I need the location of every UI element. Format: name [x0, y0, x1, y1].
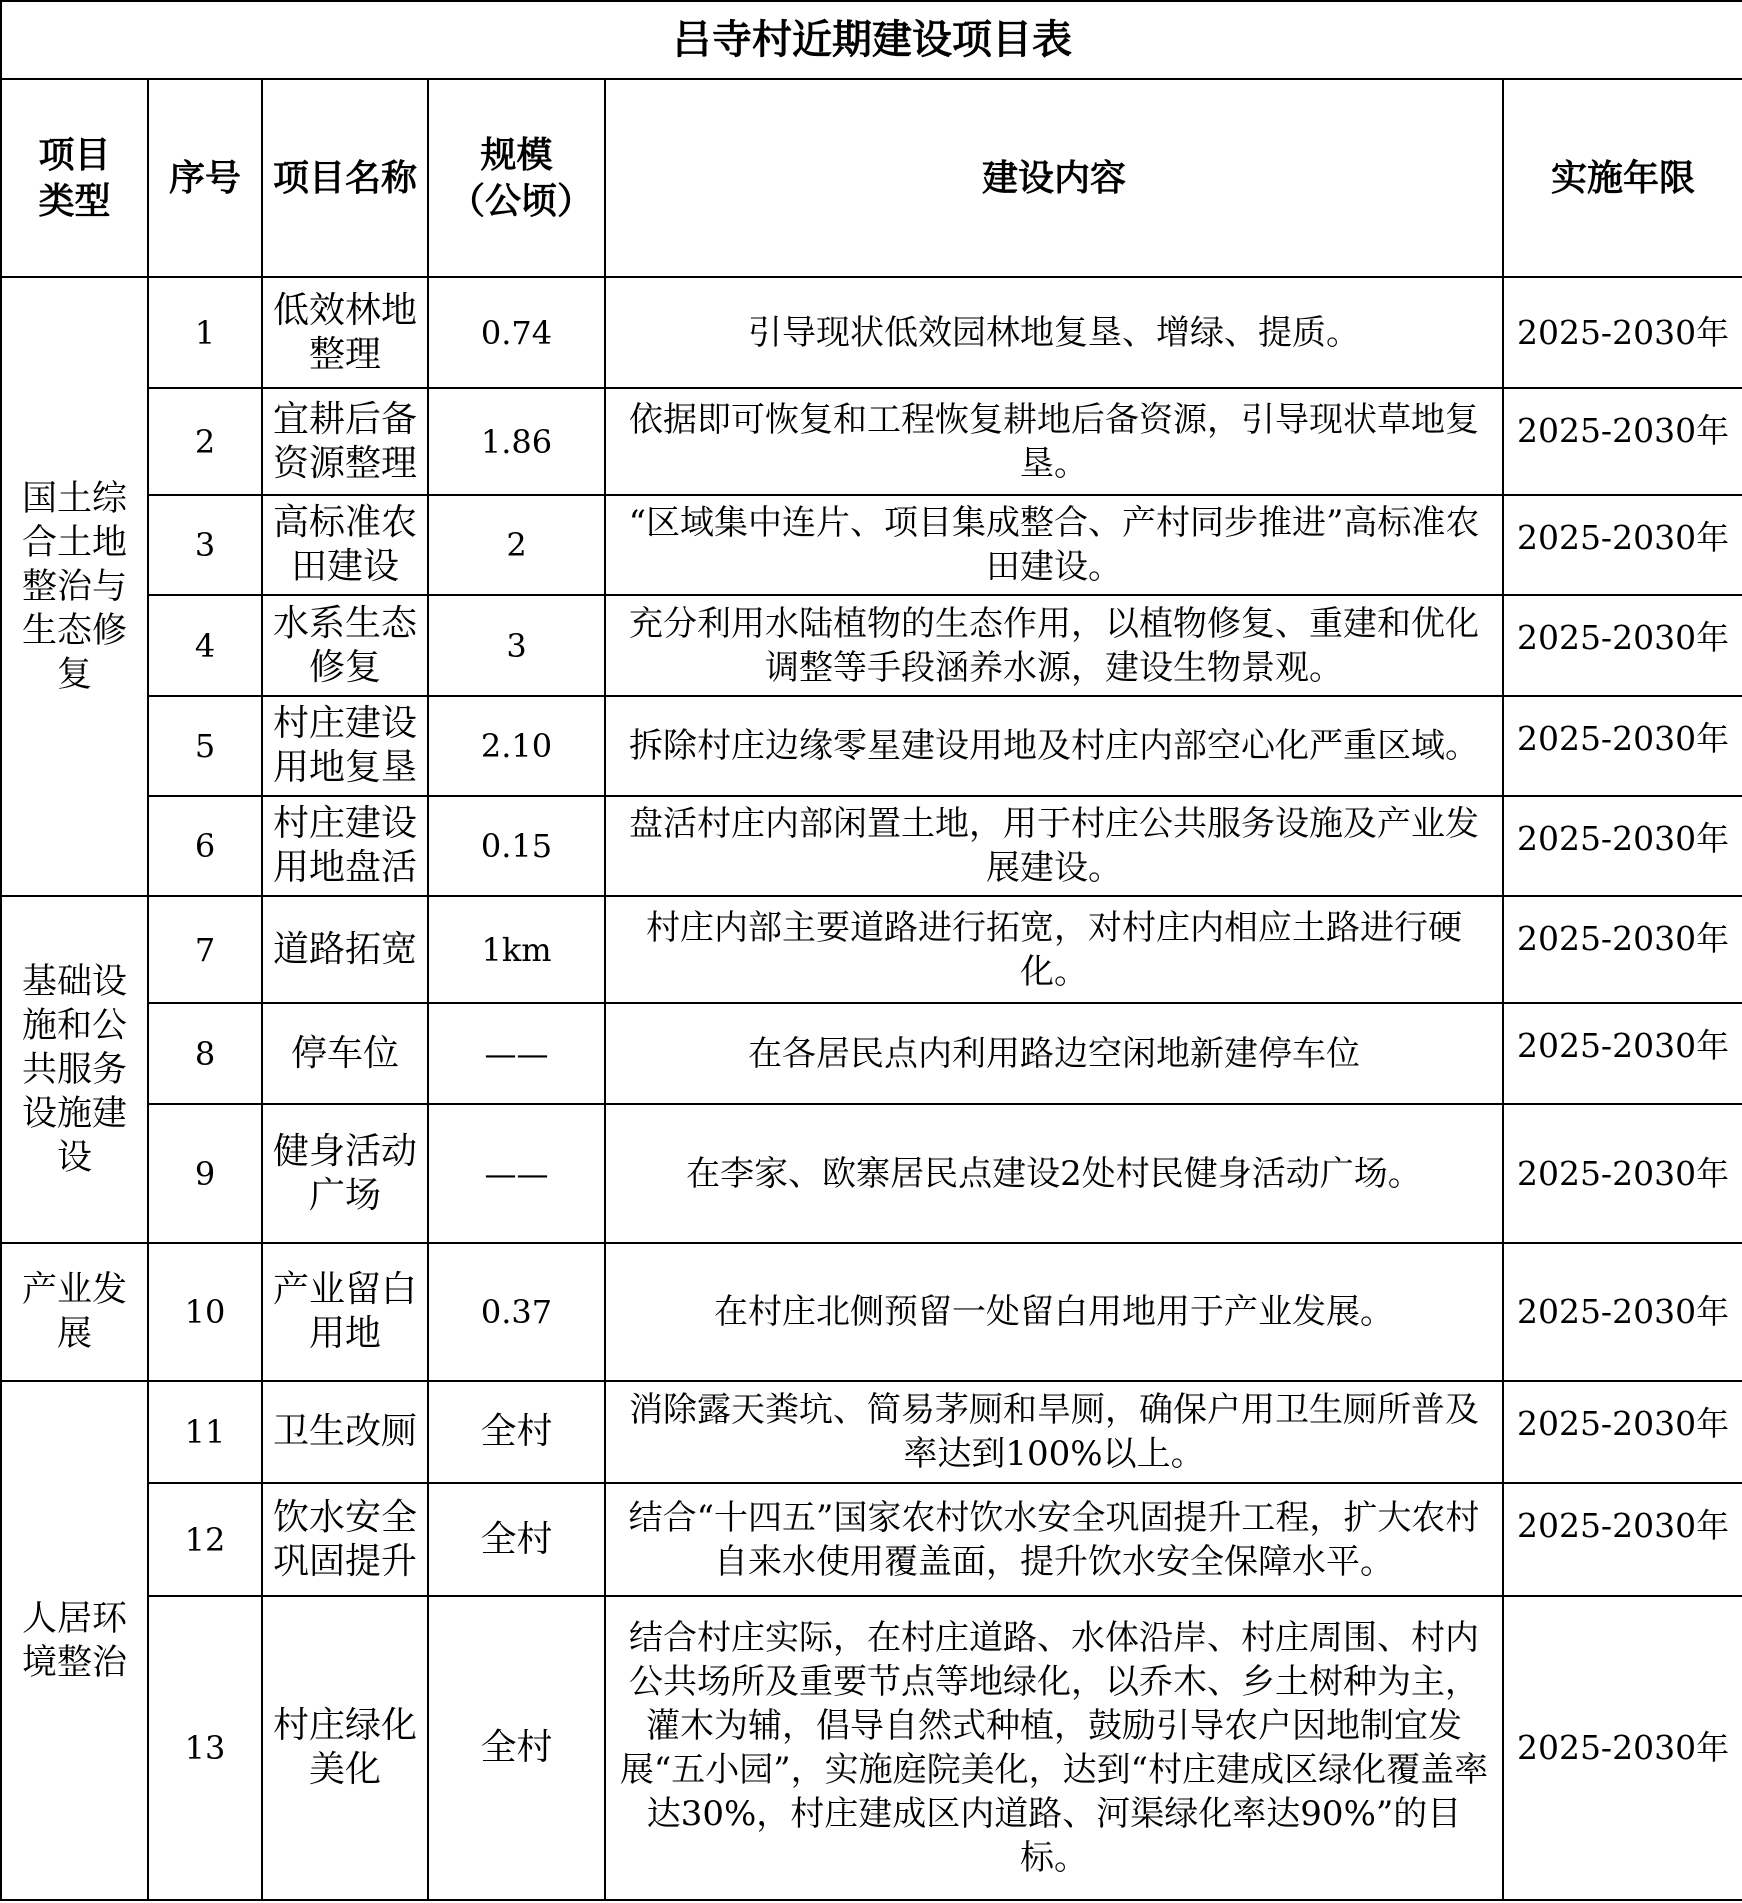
table-row	[1, 277, 1742, 388]
seq-cell: 3	[148, 495, 262, 595]
table-row	[1, 896, 1742, 1003]
name-cell: 产业留白用地	[262, 1243, 428, 1381]
scale-cell: 全村	[428, 1483, 605, 1596]
scale-cell: 0.37	[428, 1243, 605, 1381]
name-cell: 村庄建设用地盘活	[262, 796, 428, 896]
scale-cell: 0.74	[428, 277, 605, 388]
table-title: 吕寺村近期建设项目表	[1, 1, 1742, 79]
content-cell: 村庄内部主要道路进行拓宽，对村庄内相应土路进行硬化。	[605, 896, 1503, 1003]
period-cell: 2025-2030年	[1503, 796, 1742, 896]
name-cell: 停车位	[262, 1003, 428, 1104]
content-cell: 在各居民点内利用路边空闲地新建停车位	[605, 1003, 1503, 1104]
table-row	[1, 1104, 1742, 1243]
seq-cell: 11	[148, 1381, 262, 1483]
seq-cell: 2	[148, 388, 262, 495]
period-cell: 2025-2030年	[1503, 495, 1742, 595]
scale-cell: 2.10	[428, 696, 605, 796]
content-cell: “区域集中连片、项目集成整合、产村同步推进”高标准农田建设。	[605, 495, 1503, 595]
period-cell: 2025-2030年	[1503, 388, 1742, 495]
scale-cell: ——	[428, 1003, 605, 1104]
table-row	[1, 1381, 1742, 1483]
scale-cell: 全村	[428, 1596, 605, 1900]
seq-cell: 12	[148, 1483, 262, 1596]
period-cell: 2025-2030年	[1503, 595, 1742, 696]
period-cell: 2025-2030年	[1503, 1243, 1742, 1381]
table-row	[1, 495, 1742, 595]
name-cell: 饮水安全巩固提升	[262, 1483, 428, 1596]
content-cell: 消除露天粪坑、简易茅厕和旱厕，确保户用卫生厕所普及率达到100%以上。	[605, 1381, 1503, 1483]
scale-cell: ——	[428, 1104, 605, 1243]
content-cell: 结合村庄实际，在村庄道路、水体沿岸、村庄周围、村内公共场所及重要节点等地绿化，以乔木、乡土树种为主，灌木为辅，倡导自然式种植，鼓励引导农户因地制宜发展“五小园”，实施庭院美化，达到“村庄建成区绿化覆盖率达30%，村庄建成区内道路、河渠绿化率达90%”的目标。	[605, 1596, 1503, 1900]
header-seq: 序号	[148, 79, 262, 277]
seq-cell: 9	[148, 1104, 262, 1243]
name-cell: 村庄绿化美化	[262, 1596, 428, 1900]
scale-cell: 1.86	[428, 388, 605, 495]
name-cell: 宜耕后备资源整理	[262, 388, 428, 495]
category-cell: 人居环境整治	[1, 1381, 148, 1900]
header-name: 项目名称	[262, 79, 428, 277]
table-row	[1, 1596, 1742, 1900]
name-cell: 道路拓宽	[262, 896, 428, 1003]
table-row	[1, 595, 1742, 696]
scale-cell: 全村	[428, 1381, 605, 1483]
period-cell: 2025-2030年	[1503, 1381, 1742, 1483]
content-cell: 在村庄北侧预留一处留白用地用于产业发展。	[605, 1243, 1503, 1381]
period-cell: 2025-2030年	[1503, 277, 1742, 388]
table-row	[1, 1003, 1742, 1104]
table-row	[1, 1483, 1742, 1596]
content-cell: 依据即可恢复和工程恢复耕地后备资源，引导现状草地复垦。	[605, 388, 1503, 495]
seq-cell: 4	[148, 595, 262, 696]
table-row	[1, 696, 1742, 796]
period-cell: 2025-2030年	[1503, 1003, 1742, 1104]
category-cell: 国土综合土地整治与生态修复	[1, 277, 148, 896]
table-row	[1, 796, 1742, 896]
seq-cell: 6	[148, 796, 262, 896]
name-cell: 低效林地整理	[262, 277, 428, 388]
period-cell: 2025-2030年	[1503, 1596, 1742, 1900]
period-cell: 2025-2030年	[1503, 696, 1742, 796]
header-row	[1, 79, 1742, 277]
scale-cell: 3	[428, 595, 605, 696]
seq-cell: 5	[148, 696, 262, 796]
content-cell: 盘活村庄内部闲置土地，用于村庄公共服务设施及产业发展建设。	[605, 796, 1503, 896]
content-cell: 在李家、欧寨居民点建设2处村民健身活动广场。	[605, 1104, 1503, 1243]
name-cell: 健身活动广场	[262, 1104, 428, 1243]
header-content: 建设内容	[605, 79, 1503, 277]
name-cell: 村庄建设用地复垦	[262, 696, 428, 796]
content-cell: 引导现状低效园林地复垦、增绿、提质。	[605, 277, 1503, 388]
seq-cell: 1	[148, 277, 262, 388]
content-cell: 结合“十四五”国家农村饮水安全巩固提升工程，扩大农村自来水使用覆盖面，提升饮水安全保障水平。	[605, 1483, 1503, 1596]
name-cell: 卫生改厕	[262, 1381, 428, 1483]
seq-cell: 8	[148, 1003, 262, 1104]
category-cell: 基础设施和公共服务设施建设	[1, 896, 148, 1243]
content-cell: 充分利用水陆植物的生态作用，以植物修复、重建和优化调整等手段涵养水源，建设生物景观。	[605, 595, 1503, 696]
name-cell: 高标准农田建设	[262, 495, 428, 595]
category-cell: 产业发展	[1, 1243, 148, 1381]
name-cell: 水系生态修复	[262, 595, 428, 696]
period-cell: 2025-2030年	[1503, 1104, 1742, 1243]
content-cell: 拆除村庄边缘零星建设用地及村庄内部空心化严重区域。	[605, 696, 1503, 796]
header-scale: 规模（公顷）	[428, 79, 605, 277]
header-period: 实施年限	[1503, 79, 1742, 277]
table-row	[1, 1243, 1742, 1381]
period-cell: 2025-2030年	[1503, 896, 1742, 1003]
header-type: 项目类型	[1, 79, 148, 277]
scale-cell: 1km	[428, 896, 605, 1003]
seq-cell: 10	[148, 1243, 262, 1381]
scale-cell: 0.15	[428, 796, 605, 896]
scale-cell: 2	[428, 495, 605, 595]
seq-cell: 7	[148, 896, 262, 1003]
seq-cell: 13	[148, 1596, 262, 1900]
table-row	[1, 388, 1742, 495]
period-cell: 2025-2030年	[1503, 1483, 1742, 1596]
